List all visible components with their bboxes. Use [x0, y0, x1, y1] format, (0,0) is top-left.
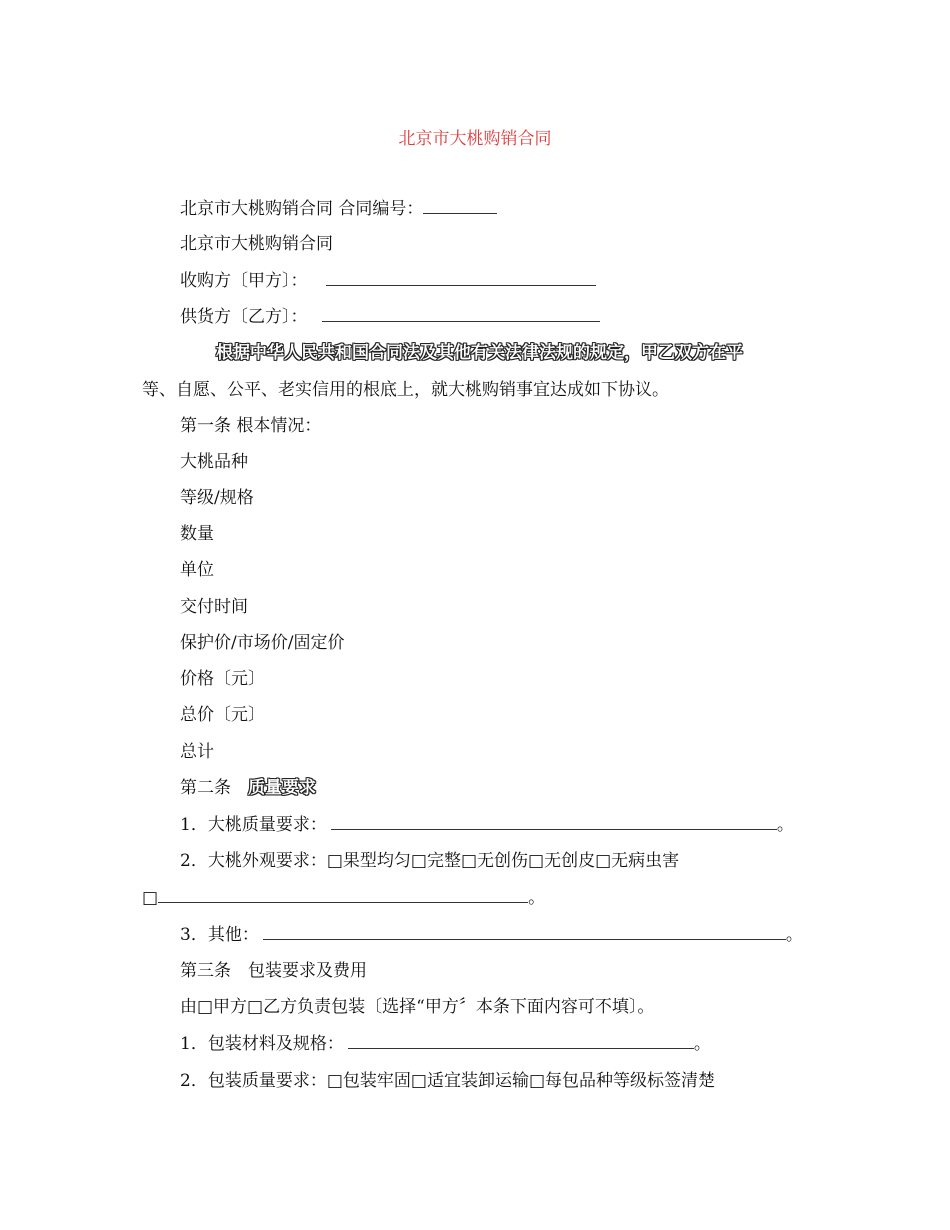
packaging-quality: 2．包装质量要求：□包装牢固□适宜装卸运输□每包品种等级标签清楚	[180, 1071, 716, 1091]
other-blank[interactable]	[263, 924, 786, 940]
item-variety: 大桃品种	[180, 452, 248, 472]
packaging-material-blank[interactable]	[348, 1033, 694, 1049]
article-1-heading: 第一条 根本情况：	[180, 416, 322, 436]
buyer-label: 收购方〔甲方〕：	[180, 271, 308, 291]
item-quantity: 数量	[180, 524, 214, 544]
item-delivery-time: 交付时间	[180, 597, 248, 617]
buyer-blank[interactable]	[326, 270, 596, 286]
other-label: 3．其他：	[180, 925, 259, 945]
contract-number-blank[interactable]	[423, 198, 497, 214]
article-3-heading: 第三条 包装要求及费用	[180, 961, 367, 981]
article-2-prefix: 第二条	[180, 778, 248, 798]
appearance-period: 。	[528, 888, 546, 908]
other-period: 。	[785, 925, 803, 945]
supplier-line	[180, 306, 600, 328]
item-unit: 单位	[180, 560, 214, 580]
item-price: 价格〔元〕	[180, 669, 265, 689]
packaging-period: 。	[693, 1034, 711, 1054]
buyer-line	[180, 270, 596, 292]
packaging-material-line	[180, 1033, 711, 1055]
article-2-heading	[180, 777, 316, 799]
appearance-extra-blank[interactable]	[158, 887, 528, 903]
quality-requirement-line	[180, 814, 794, 836]
quality-requirement-label: 1．大桃质量要求：	[180, 815, 327, 835]
supplier-blank[interactable]	[322, 306, 600, 322]
quality-requirement-blank[interactable]	[331, 814, 777, 830]
preamble-emphasis: 根据中华人民共和国合同法及其他有关法律法规的规定，甲乙双方在平	[216, 343, 743, 363]
other-line	[180, 924, 803, 946]
appearance-extra-checkbox[interactable]: □	[142, 888, 159, 908]
contract-number-label: 北京市大桃购销合同 合同编号：	[180, 199, 424, 219]
header-title: 北京市大桃购销合同	[180, 234, 333, 254]
preamble-rest: 等、自愿、公平、老实信用的根底上，就大桃购销事宜达成如下协议。	[142, 380, 669, 400]
item-price-type: 保护价/市场价/固定价	[180, 633, 345, 653]
article-2-title: 质量要求	[248, 778, 316, 798]
packaging-material-label: 1．包装材料及规格：	[180, 1034, 344, 1054]
supplier-label: 供货方〔乙方〕：	[180, 307, 308, 327]
quality-period: 。	[776, 815, 794, 835]
document-title: 北京市大桃购销合同	[398, 129, 552, 149]
appearance-requirement: 2．大桃外观要求：□果型均匀□完整□无创伤□无创皮□无病虫害	[180, 851, 680, 871]
packaging-responsibility: 由□甲方□乙方负责包装〔选择“甲方〞本条下面内容可不填〕。	[180, 997, 655, 1017]
item-total-price: 总价〔元〕	[180, 705, 265, 725]
item-sum: 总计	[180, 742, 214, 762]
item-grade: 等级/规格	[180, 488, 254, 508]
appearance-extra-line	[142, 887, 545, 909]
contract-number-line	[180, 198, 497, 220]
